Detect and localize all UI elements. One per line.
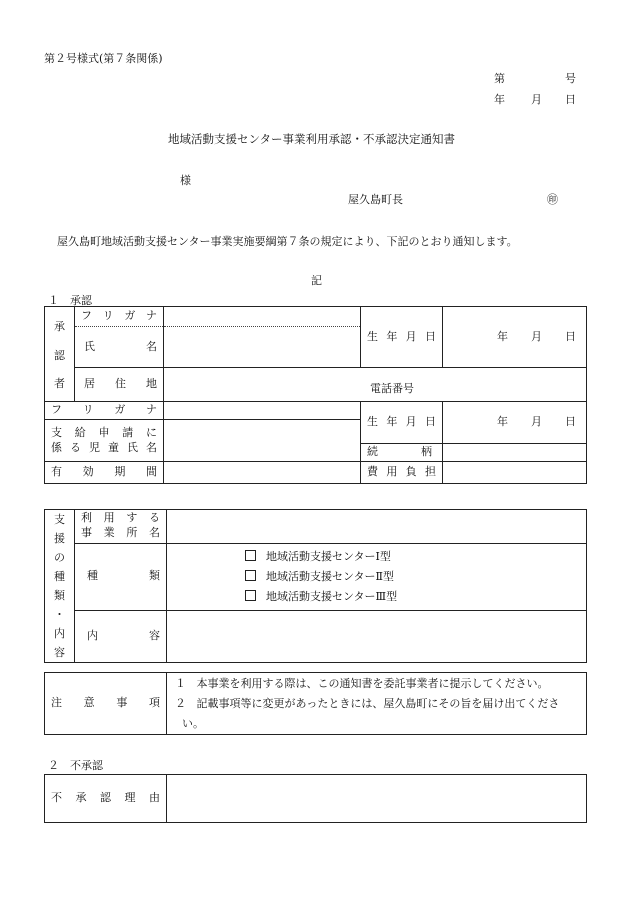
valid-period-value[interactable]	[164, 462, 361, 484]
valid-period-label: 有 効 期 間	[51, 465, 157, 479]
note-1: 本事業を利用する際は、この通知書を委託事業者に提示してください。	[196, 676, 549, 690]
doc-number-prefix: 第	[494, 72, 505, 85]
address-label: 居 住 地	[84, 377, 157, 391]
section2-title: ２ 不承認	[48, 759, 103, 772]
support-side-label: 支 援 の 種 類 ・ 内 容	[45, 510, 75, 663]
birthdate-label: 生 年 月 日	[367, 329, 436, 343]
name-label: 氏 名	[84, 339, 157, 353]
content-label: 内 容	[87, 628, 160, 642]
seal-mark: ㊞	[547, 193, 558, 206]
form-number: 第２号様式(第７条関係)	[44, 52, 163, 65]
child-birthdate-value[interactable]: 年 月 日	[443, 402, 587, 444]
section1-title: １ 承認	[48, 294, 92, 307]
date-month-label: 月	[531, 93, 542, 106]
date-year-label: 年	[494, 93, 505, 106]
cost-burden-value[interactable]	[443, 462, 587, 484]
ki-heading: 記	[311, 274, 322, 287]
furigana-value[interactable]	[164, 307, 361, 327]
relationship-value[interactable]	[443, 444, 587, 462]
child-birthdate-label: 生 年 月 日	[367, 415, 436, 429]
birthdate-value[interactable]: 年 月 日	[443, 307, 587, 368]
doc-number-suffix: 号	[565, 72, 576, 85]
furigana-label: フ リ ガ ナ	[81, 309, 157, 323]
option-type2[interactable]: 地域活動支援センターⅡ型	[245, 567, 586, 587]
child-name-value[interactable]	[164, 420, 361, 462]
option-type1[interactable]: 地域活動支援センターⅠ型	[245, 547, 586, 567]
office-value[interactable]	[167, 510, 587, 544]
cost-burden-label: 費 用 負 担	[367, 465, 436, 479]
checkbox-icon[interactable]	[245, 570, 256, 581]
child-furigana-value[interactable]	[164, 402, 361, 420]
rejection-reason-value[interactable]	[167, 775, 587, 823]
notes-label: 注 意 事 項	[51, 696, 160, 710]
addressee-suffix: 様	[180, 174, 191, 187]
content-value[interactable]	[167, 610, 587, 662]
document-title: 地域活動支援センター事業利用承認・不承認決定通知書	[168, 132, 456, 146]
checkbox-icon[interactable]	[245, 590, 256, 601]
child-furigana-label: フ リ ガ ナ	[51, 403, 157, 417]
notes-content: １ 本事業を利用する際は、この通知書を委託事業者に提示してください。 ２ 記載事項等に変更があったときには、屋久島町にその旨を届け出てくださ い。	[167, 673, 587, 735]
sender-name: 屋久島町長	[348, 193, 403, 206]
child-name-label: 支 給 申 請 に 係 る 児 童 氏 名	[45, 420, 164, 462]
note-2: 記載事項等に変更があったときには、屋久島町にその旨を届け出てくださ	[196, 696, 560, 710]
rejection-table	[44, 774, 587, 823]
type-label: 種 類	[87, 569, 160, 583]
checkbox-icon[interactable]	[245, 550, 256, 561]
relationship-label: 続 柄	[367, 445, 432, 459]
office-label: 利 用 す る 事 業 所 名	[75, 510, 167, 544]
type-options	[167, 543, 587, 610]
name-value[interactable]	[164, 327, 361, 368]
option-type3[interactable]: 地域活動支援センターⅢ型	[245, 587, 586, 607]
approver-side-label: 承 認 者	[45, 307, 75, 402]
rejection-reason-label: 不 承 認 理 由	[51, 791, 160, 805]
address-value[interactable]	[164, 368, 587, 402]
notes-table	[44, 672, 587, 735]
intro-text: 屋久島町地域活動支援センター事業実施要綱第７条の規定により、下記のとおり通知します。	[57, 235, 518, 248]
support-table	[44, 509, 587, 663]
phone-label: 電話番号	[370, 382, 414, 396]
date-day-label: 日	[565, 93, 576, 106]
approval-table	[44, 306, 587, 484]
